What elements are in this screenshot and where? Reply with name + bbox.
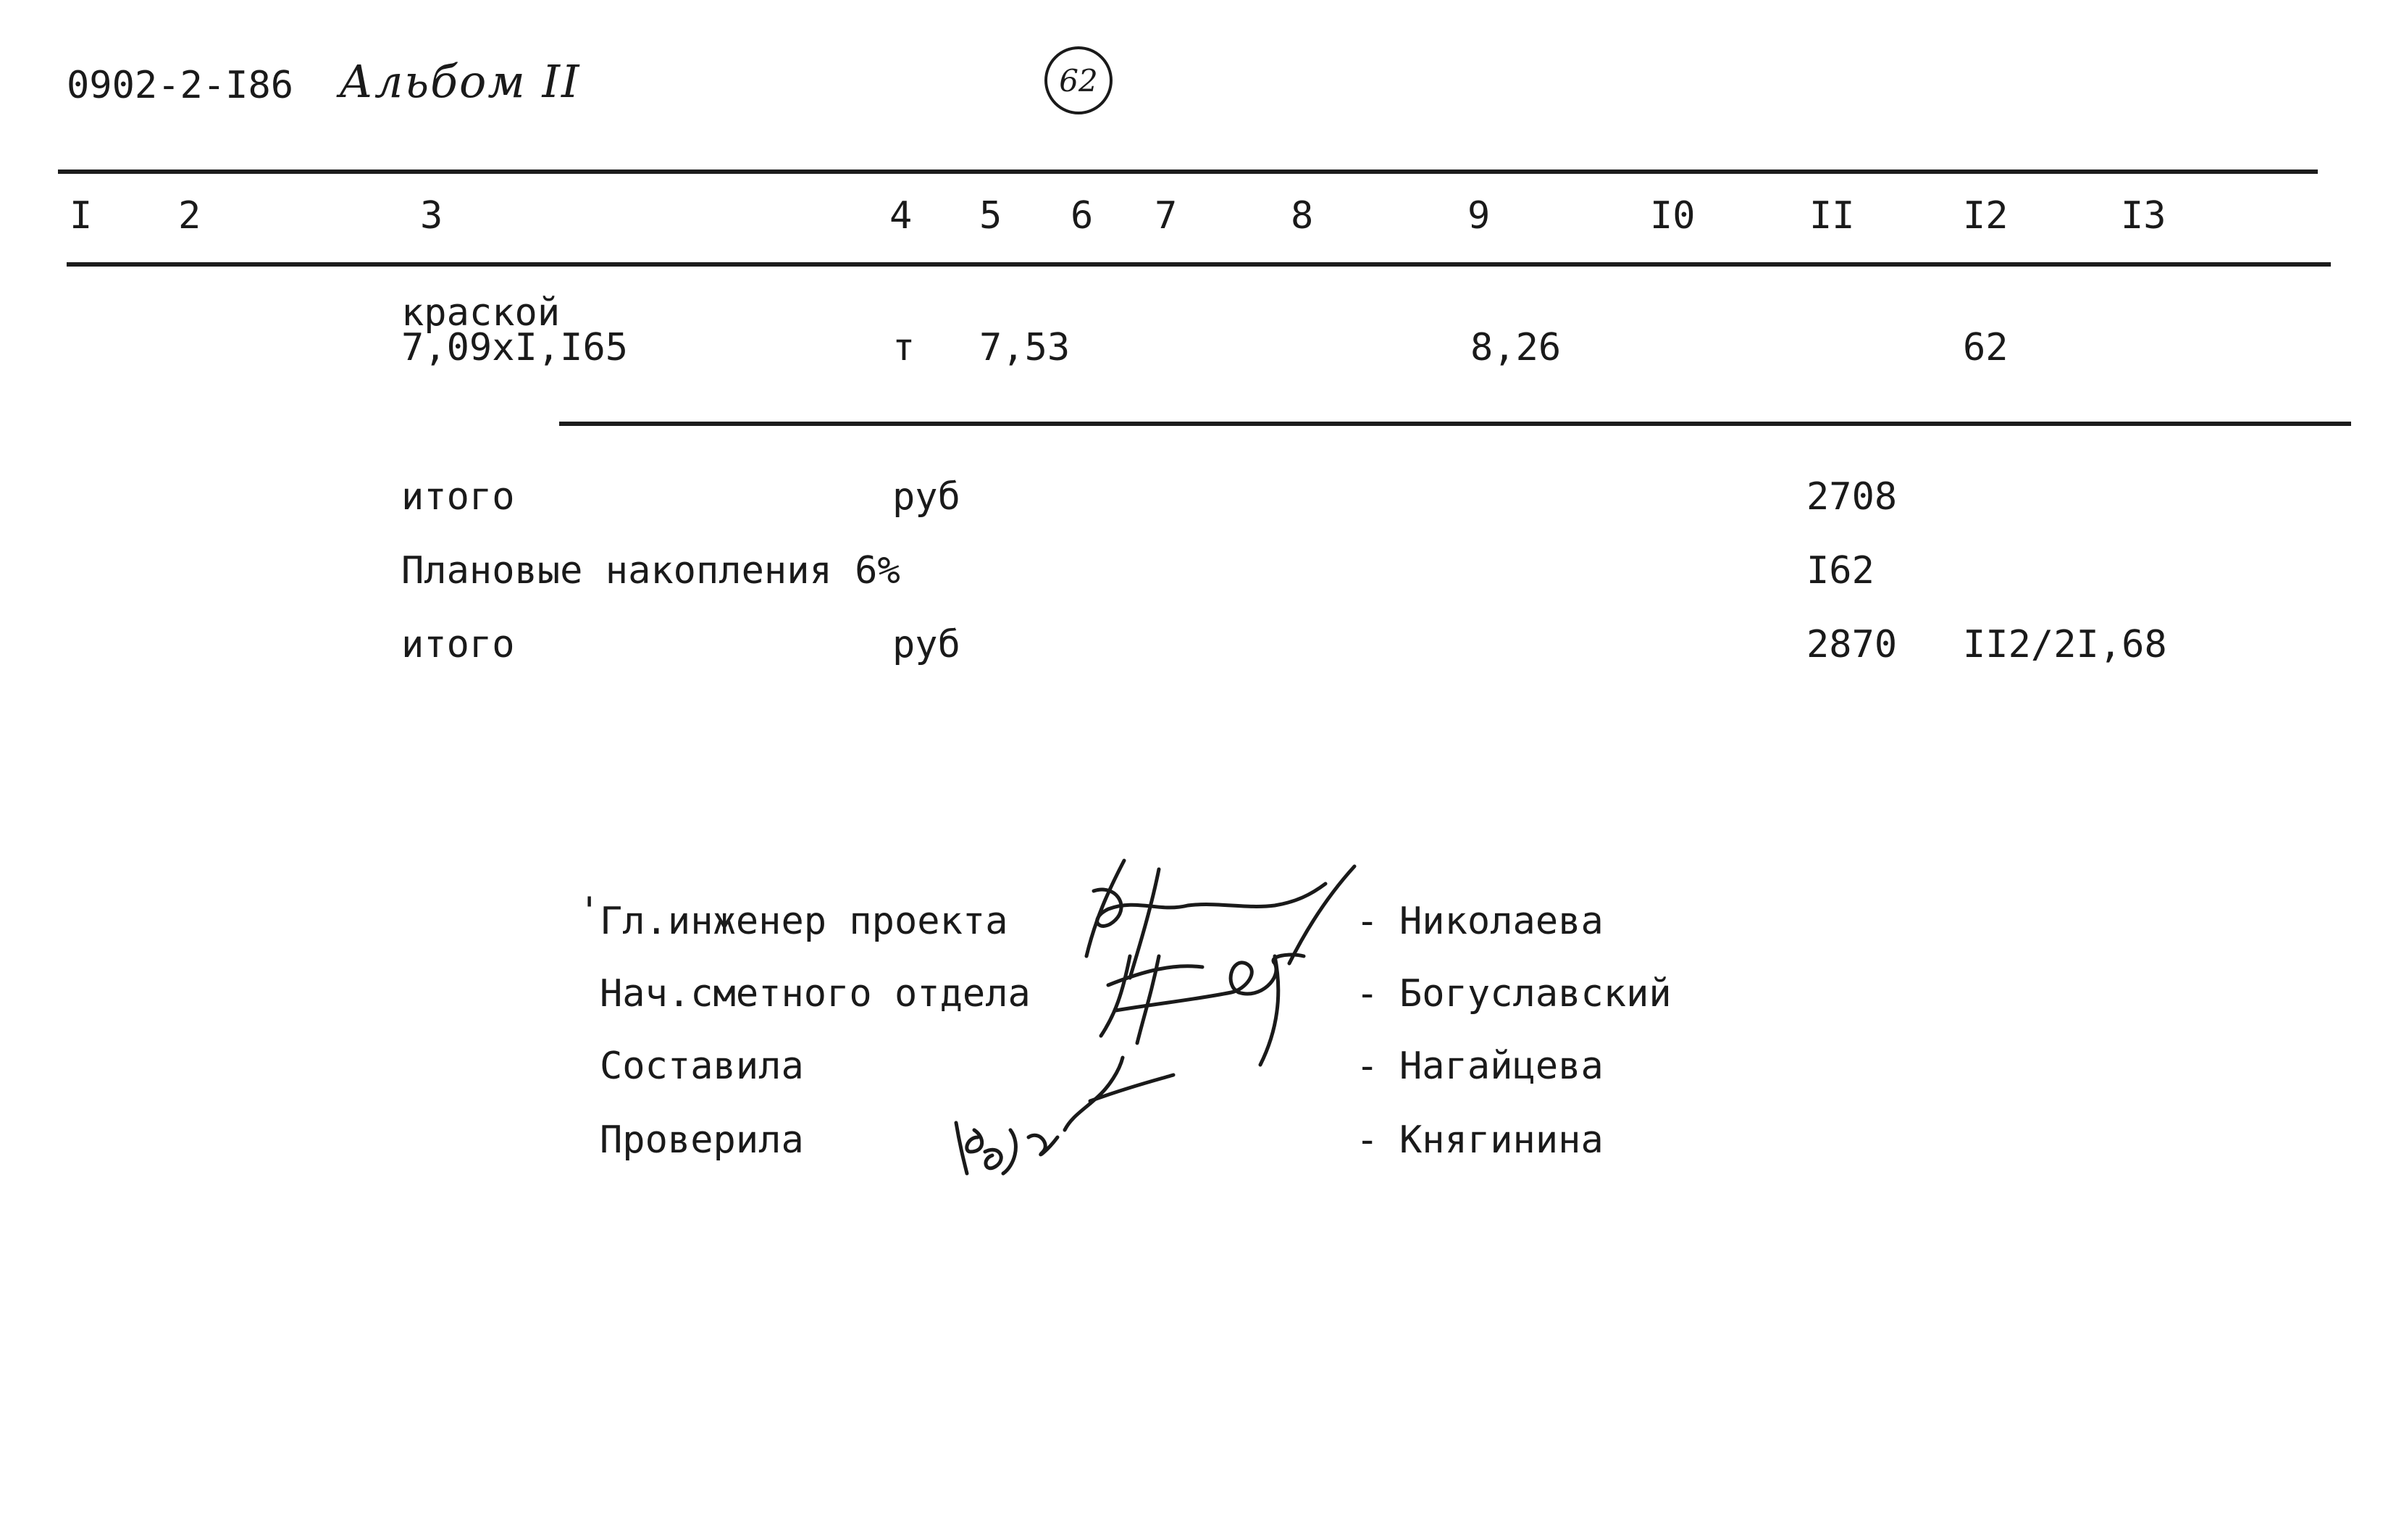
signature-dash: - bbox=[1356, 1118, 1379, 1162]
total-col11: 2708 bbox=[1806, 475, 1898, 519]
total-col12: II2/2I,68 bbox=[1963, 623, 2167, 666]
document-code: 0902-2-I86 bbox=[67, 64, 294, 107]
column-header: 7 bbox=[1155, 194, 1178, 238]
column-header: 5 bbox=[979, 194, 1002, 238]
signature-name: Богуславский bbox=[1399, 972, 1672, 1016]
total-unit: руб bbox=[892, 475, 960, 519]
column-header: 3 bbox=[420, 194, 443, 238]
signature-role: Нач.сметного отдела bbox=[600, 972, 1031, 1016]
signature-dash: - bbox=[1356, 900, 1379, 943]
tick-mark: ' bbox=[578, 890, 601, 933]
signature-role: Составила bbox=[600, 1045, 804, 1088]
column-header: I0 bbox=[1650, 194, 1696, 238]
album-label: Альбом II bbox=[339, 55, 581, 108]
signature-name: Нагайцева bbox=[1399, 1045, 1604, 1088]
total-unit: руб bbox=[892, 623, 960, 666]
row-unit: т bbox=[892, 326, 916, 369]
signature-name: Княгинина bbox=[1399, 1118, 1604, 1162]
signature-name: Николаева bbox=[1399, 900, 1604, 943]
row-price: 8,26 bbox=[1470, 326, 1562, 369]
row-quantity: 7,53 bbox=[979, 326, 1071, 369]
total-col11: I62 bbox=[1806, 549, 1875, 593]
column-header: I bbox=[70, 194, 93, 238]
column-header: I3 bbox=[2121, 194, 2166, 238]
signature-dash: - bbox=[1356, 1045, 1379, 1088]
signature-role: Гл.инженер проекта bbox=[600, 900, 1008, 943]
total-label: итого bbox=[401, 475, 515, 519]
signature-role: Проверила bbox=[600, 1118, 804, 1162]
column-header: 6 bbox=[1071, 194, 1094, 238]
column-header: 9 bbox=[1467, 194, 1491, 238]
page-number: 62 bbox=[1059, 62, 1098, 99]
column-header: II bbox=[1809, 194, 1855, 238]
total-label: итого bbox=[401, 623, 515, 666]
row-description-line2: 7,09xI,I65 bbox=[401, 326, 629, 369]
signature-dash: - bbox=[1356, 972, 1379, 1016]
column-header: I2 bbox=[1963, 194, 2008, 238]
column-header: 8 bbox=[1291, 194, 1314, 238]
row-col12: 62 bbox=[1963, 326, 2008, 369]
column-header: 4 bbox=[889, 194, 913, 238]
total-label: Плановые накопления 6% bbox=[401, 549, 900, 593]
column-header: 2 bbox=[178, 194, 201, 238]
total-col11: 2870 bbox=[1806, 623, 1898, 666]
row-description-line1: краской bbox=[401, 291, 561, 335]
